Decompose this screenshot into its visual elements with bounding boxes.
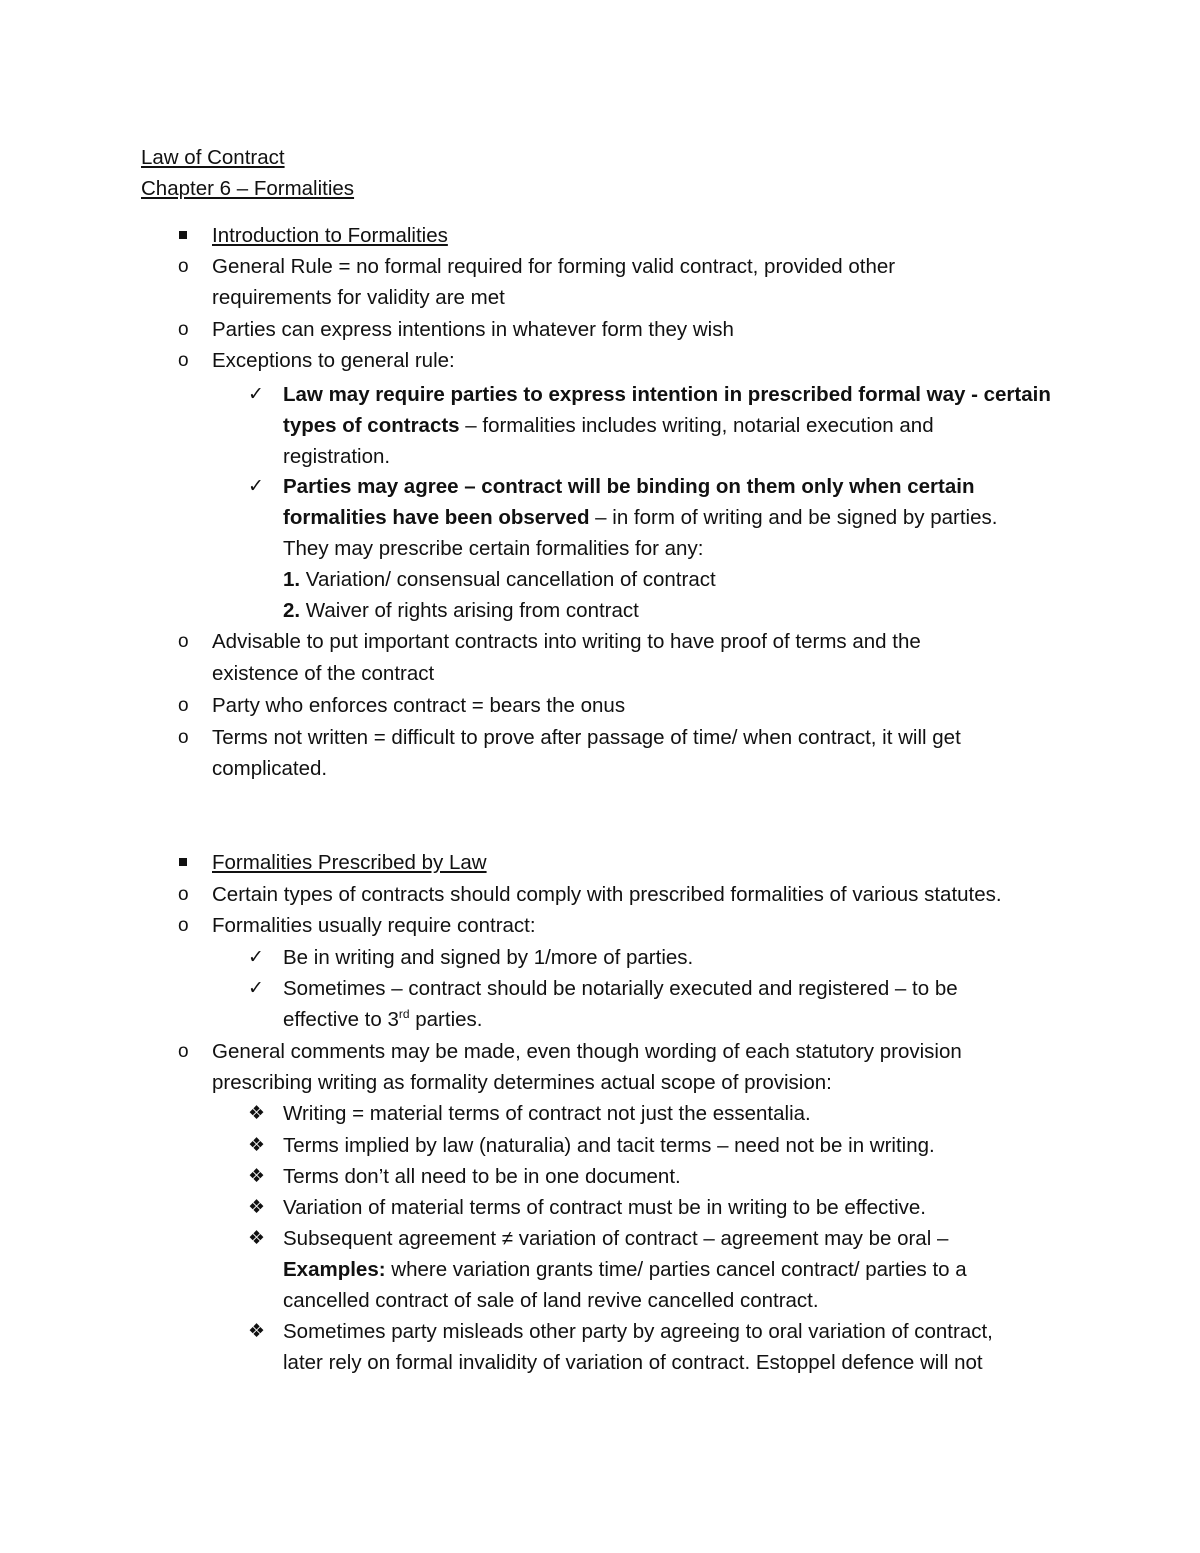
check-icon: ✓ <box>248 476 264 497</box>
chapter-title: Chapter 6 – Formalities <box>141 177 355 200</box>
document-page: Law of Contract Chapter 6 – Formalities Introduction to Formalities o General Rule = no formal required for forming valid contract, provided other requirements for validity are met o Parties can express intentions in whatever form they wish o Exceptions to general rule: ✓ Law may require parties to express intention in prescribed formal way - certain types of contracts – formalities includes writing, notarial execution and registration. ✓ Parties may agree – contract will be binding on them only when certain formalities have been observed – in form of writing and be signed by parties. They may prescribe certain formalities for any: 1. Variation/ consensual cancellation of contract 2. Waiver of rights arising from contract o Advisable to put important contracts into writing to have proof of terms and the existence of the contract o Party who enforces contract = bears the onus o Terms not written = difficult to prove after passage of time/ when contract, it will get complicated. Formalities Prescribed by Law o Certain types of contracts should comply with prescribed formalities of various statutes. o Formalities usually require contract: ✓ Be in writing and signed by 1/more of parties. ✓ Sometimes – contract should be notarially executed and registered – to be effective to 3rd parties. o General comments may be made, even though wording of each statutory provision prescribing writing as formality determines actual scope of provision: ❖ Writing = material terms of contract not just the essentalia. ❖ Terms implied by law (naturalia) and tacit terms – need not be in writing. ❖ Terms don’t all need to be in one document. ❖ Variation of material terms of contract must be in writing to be effective. ❖ Subsequent agreement ≠ variation of contract – agreement may be oral – Examples: where variation grants time/ parties cancel contract/ parties to a cancelled contract of sale of land revive cancelled contract. ❖ Sometimes party misleads other party by agreeing to oral variation of contract, later rely on formal invalidity of variation of contract. Estoppel defence will not <box>0 0 1200 1553</box>
circle-bullet-icon: o <box>178 319 189 340</box>
square-bullet-icon <box>179 858 187 866</box>
document-title: Law of Contract <box>141 146 285 169</box>
circle-bullet-icon: o <box>178 256 189 277</box>
circle-bullet-icon: o <box>178 1041 189 1062</box>
square-bullet-icon <box>179 231 187 239</box>
check-icon: ✓ <box>248 978 264 999</box>
check-icon: ✓ <box>248 384 264 405</box>
circle-bullet-icon: o <box>178 915 189 936</box>
diamond-bullet-icon: ❖ <box>248 1228 266 1249</box>
circle-bullet-icon: o <box>178 631 189 652</box>
circle-bullet-icon: o <box>178 884 189 905</box>
diamond-bullet-icon: ❖ <box>248 1135 266 1156</box>
diamond-bullet-icon: ❖ <box>248 1166 266 1187</box>
circle-bullet-icon: o <box>178 695 189 716</box>
diamond-bullet-icon: ❖ <box>248 1103 266 1124</box>
circle-bullet-icon: o <box>178 727 189 748</box>
diamond-bullet-icon: ❖ <box>248 1197 266 1218</box>
check-icon: ✓ <box>248 947 264 968</box>
circle-bullet-icon: o <box>178 350 189 371</box>
diamond-bullet-icon: ❖ <box>248 1321 266 1342</box>
